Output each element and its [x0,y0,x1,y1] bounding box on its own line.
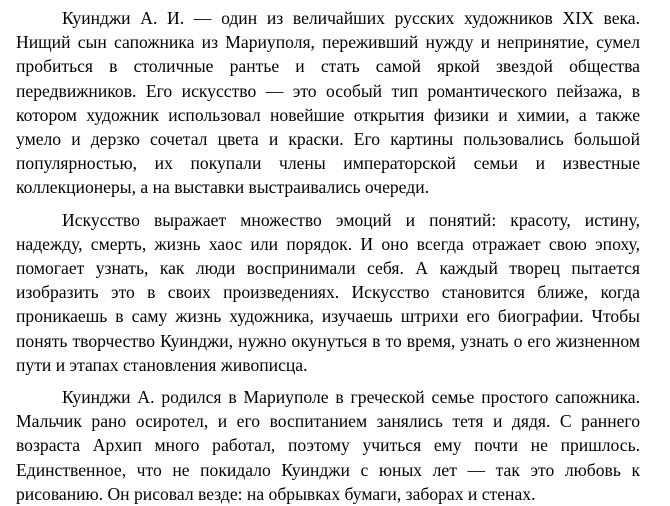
document-body [16,6,640,506]
paragraph-2: Искусство выражает множество эмоций и понятий: красоту, истину, надежду, смерть, жизнь хаос или порядок. И оно всегда отражает свою эпоху, помогает узнать, как люди воспринимали себя. А каждый творец пытается изобразить это в своих произведениях. Искусство становится ближе, когда проникаешь в саму жизнь художника, изучаешь штрихи его биографии. Чтобы понять творчество Куинджи, нужно окунуться в то время, узнать о его жизненном пути и этапах становления живописца. [16,209,640,375]
paragraph-1: Куинджи А. И. — один из величайших русских художников XIX века. Нищий сын сапожника из Мариуполя, переживший нужду и непринятие, сумел пробиться в столичные рантье и стать самой яркой звездой общества передвижников. Его искусство — это особый тип романтического пейзажа, в котором художник использовал новейшие открытия физики и химии, а также умело и дерзко сочетал цвета и краски. Его картины пользовались большой популярностью, их покупали члены императорской семьи и известные коллекционеры, а на выставки выстраивались очереди. [16,8,640,198]
paragraph-3: Куинджи А. родился в Мариуполе в греческой семье простого сапожника. Мальчик рано осиротел, и его воспитанием занялись тетя и дядя. С раннего возраста Архип много работал, поэтому учиться ему почти не пришлось. Единственное, что не покидало Куинджи с юных лет — так это любовь к рисованию. Он рисовал везде: на обрывках бумаги, заборах и стенах. [16,387,640,504]
